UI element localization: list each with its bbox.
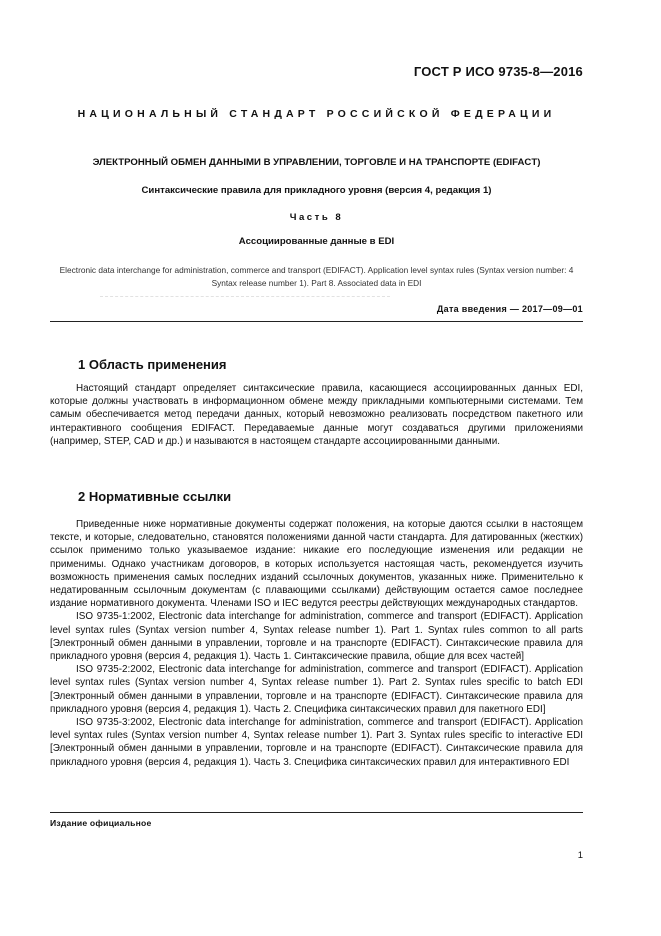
introduction-date: Дата введения — 2017—09—01: [436, 304, 583, 314]
english-title: Electronic data interchange for administration, commerce and transport (EDIFACT). Application level syntax rules (Syntax version number: 4 Syntax release number 1). Part 8. Associated data in EDI: [59, 265, 574, 288]
reference-iso-9735-2: ISO 9735-2:2002, Electronic data interchange for administration, commerce and transport (EDIFACT). Application level syntax rules (Syntax version number 4, Syntax release number 1). Part 2. Syntax rules specific to batch EDI [Электронный обмен данными в управлении, торговле и на транспорте (EDIFACT). Синтаксические правила для прикладного уровня (версия 4, редакция 1). Часть 2. Специфика синтаксических правил для пакетного EDI]: [50, 664, 583, 715]
page-number: 1: [577, 850, 583, 861]
section-1-body: [50, 382, 583, 448]
part-title: Ассоциированные данные в EDI: [238, 236, 395, 247]
footer-divider: [50, 812, 583, 813]
faint-divider: [100, 296, 390, 297]
reference-iso-9735-1: ISO 9735-1:2002, Electronic data interchange for administration, commerce and transport (EDIFACT). Application level syntax rules (Syntax version number 4, Syntax release number 1). Part 1. Syntax rules common to all parts [Электронный обмен данными в управлении, торговле и на транспорте (EDIFACT). Синтаксические правила для прикладного уровня (версия 4, редакция 1). Часть 1. Синтаксические правила, общие для всех частей]: [50, 611, 583, 663]
section-1-title: 1 Область применения: [78, 357, 227, 372]
section-2-title: 2 Нормативные ссылки: [78, 489, 232, 504]
document-code: ГОСТ Р ИСО 9735-8—2016: [413, 64, 583, 79]
section-2-body: [50, 518, 583, 769]
paragraph: Приведенные ниже нормативные документы содержат положения, на которые даются ссылки в настоящем тексте, и которые, следовательно, становятся положениями данной части стандарта. Для датированных (жестких) ссылок применимо только указываемое издание: никакие его последующие изменения или редакции не применимы. Однако участникам договоров, в которых используется настоящая часть, рекомендуется изучить возможность применения самых последних изданий ссылочных документов, указанных ниже. Применительно к недатированным ссылочным документам (с плавающими ссылками) действующим остается самое последнее издание нормативного документа. Членами ISO и IEC ведутся реестры действующих международных стандартов.: [50, 519, 583, 610]
part-label: Часть 8: [289, 212, 344, 223]
paragraph: Настоящий стандарт определяет синтаксические правила, касающиеся ассоциированных данных EDI, которые должны участвовать в информационном обмене между прикладными компьютерными системами. Тем самым обеспечивается метод передачи данных, который невозможно реализовать посредством пакетного или интерактивного сообщения EDIFACT. Передаваемые данные могут создаваться другими приложениями (например, STEP, CAD и др.) и называются в настоящем стандарте ассоциированными данными.: [50, 383, 583, 447]
reference-iso-9735-3: ISO 9735-3:2002, Electronic data interchange for administration, commerce and transport (EDIFACT). Application level syntax rules (Syntax version number 4, Syntax release number 1). Part 3. Syntax rules specific to interactive EDI [Электронный обмен данными в управлении, торговле и на транспорте (EDIFACT). Синтаксические правила для прикладного уровня (версия 4, редакция 1). Часть 3. Специфика синтаксических правил для интерактивного EDI: [50, 717, 583, 768]
official-edition-label: Издание официальное: [50, 818, 152, 828]
national-standard-heading: НАЦИОНАЛЬНЫЙ СТАНДАРТ РОССИЙСКОЙ ФЕДЕРАЦИИ: [77, 108, 556, 120]
document-subtitle: Синтаксические правила для прикладного уровня (версия 4, редакция 1): [141, 185, 492, 196]
header-divider: [50, 321, 583, 322]
document-main-title: ЭЛЕКТРОННЫЙ ОБМЕН ДАННЫМИ В УПРАВЛЕНИИ, ТОРГОВЛЕ И НА ТРАНСПОРТЕ (EDIFACT): [92, 157, 541, 168]
